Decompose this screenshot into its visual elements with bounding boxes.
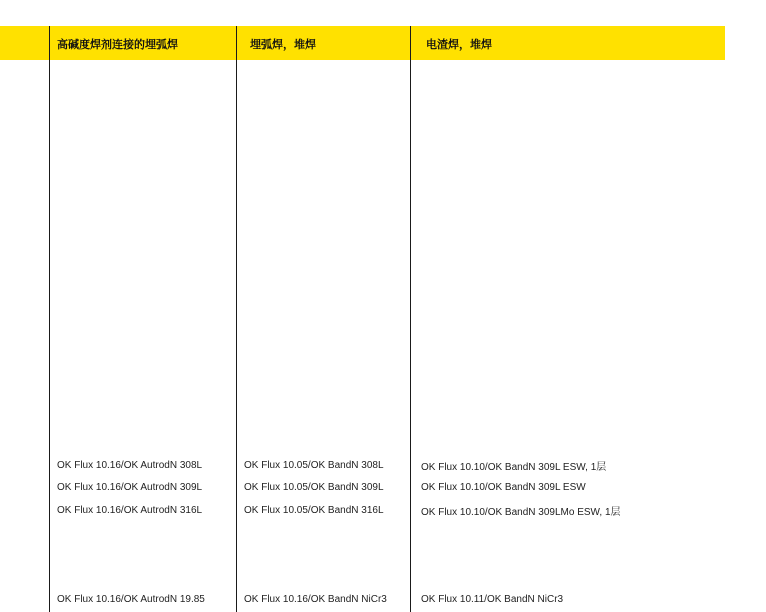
column-divider-3 bbox=[410, 26, 411, 612]
table-cell: OK Flux 10.05/OK BandN 316L bbox=[244, 505, 384, 516]
column-divider-1 bbox=[49, 26, 50, 612]
column-divider-2 bbox=[236, 26, 237, 612]
table-cell: OK Flux 10.05/OK BandN 308L bbox=[244, 460, 384, 471]
table-cell: OK Flux 10.16/OK AutrodN 308L bbox=[57, 460, 203, 471]
table-cell: OK Flux 10.05/OK BandN 309L bbox=[244, 482, 384, 493]
table-cell: OK Flux 10.16/OK AutrodN 19.85 bbox=[57, 594, 205, 605]
table-cell: OK Flux 10.10/OK BandN 309LMo ESW, 1层 bbox=[421, 507, 621, 518]
table-cell: OK Flux 10.16/OK AutrodN 316L bbox=[57, 505, 203, 516]
table-cell: OK Flux 10.10/OK BandN 309L ESW, 1层 bbox=[421, 462, 607, 473]
table-cell: OK Flux 10.16/OK BandN NiCr3 bbox=[244, 594, 387, 605]
column-header-submerged-arc-cladding: 埋弧焊，堆焊 bbox=[250, 38, 316, 51]
table-cell: OK Flux 10.16/OK AutrodN 309L bbox=[57, 482, 203, 493]
table-cell: OK Flux 10.11/OK BandN NiCr3 bbox=[421, 594, 564, 605]
column-header-submerged-arc-high-basicity: 高碱度焊剂连接的埋弧焊 bbox=[57, 38, 178, 51]
column-header-electroslag-cladding: 电渣焊，堆焊 bbox=[426, 38, 492, 51]
table-cell: OK Flux 10.10/OK BandN 309L ESW bbox=[421, 482, 586, 493]
